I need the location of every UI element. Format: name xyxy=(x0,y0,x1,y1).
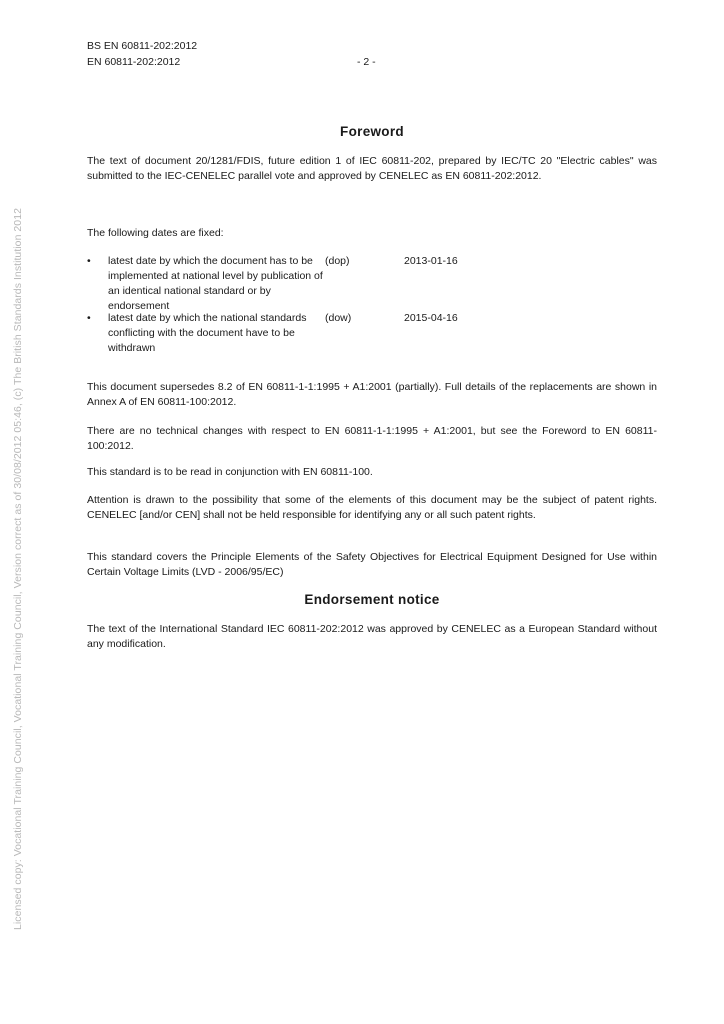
date-item-date: 2015-04-16 xyxy=(404,312,458,324)
page-number: - 2 - xyxy=(357,56,376,68)
patent-paragraph: Attention is drawn to the possibility that some of the elements of this document may be the subject of patent rights. CENELEC [and/or CEN] shall not be held responsible for identifying any or all such patent rights. xyxy=(87,494,657,521)
foreword-intro: The text of document 20/1281/FDIS, future edition 1 of IEC 60811-202, prepared by IEC/TC 20 "Electric cables" was submitted to the IEC-CENELEC parallel vote and approved by CENELEC as EN 60811-202:2012. xyxy=(87,155,657,182)
bullet-icon: • xyxy=(87,312,91,324)
bullet-icon: • xyxy=(87,255,91,267)
date-item-text: latest date by which the document has to be implemented at national level by publication of an identical national standard or by endorsement xyxy=(108,255,323,312)
date-item-date: 2013-01-16 xyxy=(404,255,458,267)
license-watermark xyxy=(0,0,24,1024)
conjunction-paragraph: This standard is to be read in conjunction with EN 60811-100. xyxy=(87,466,373,478)
watermark-text: Licensed copy: Vocational Training Council, Vocational Training Council, Version correct as of 30/08/2012 05:46, (c) The British Standards Institution 2012 xyxy=(12,208,24,930)
date-item-text: latest date by which the national standards conflicting with the document have to be withdrawn xyxy=(108,312,307,354)
dates-intro: The following dates are fixed: xyxy=(87,227,224,239)
no-changes-paragraph: There are no technical changes with respect to EN 60811-1-1:1995 + A1:2001, but see the Foreword to EN 60811-100:2012. xyxy=(87,425,657,452)
supersedes-paragraph: This document supersedes 8.2 of EN 60811-1-1:1995 + A1:2001 (partially). Full details of the replacements are shown in Annex A of EN 60811-100:2012. xyxy=(87,381,657,408)
date-item-code: (dow) xyxy=(325,312,352,324)
header-standard-bs: BS EN 60811-202:2012 xyxy=(87,40,198,52)
date-item-code: (dop) xyxy=(325,255,350,267)
endorsement-paragraph: The text of the International Standard IEC 60811-202:2012 was approved by CENELEC as a European Standard without any modification. xyxy=(87,623,657,650)
foreword-title: Foreword xyxy=(340,124,404,139)
covers-paragraph: This standard covers the Principle Elements of the Safety Objectives for Electrical Equipment Designed for Use within Certain Voltage Limits (LVD - 2006/95/EC) xyxy=(87,551,657,578)
header-standard-en: EN 60811-202:2012 xyxy=(87,56,181,68)
endorsement-title: Endorsement notice xyxy=(304,592,440,607)
